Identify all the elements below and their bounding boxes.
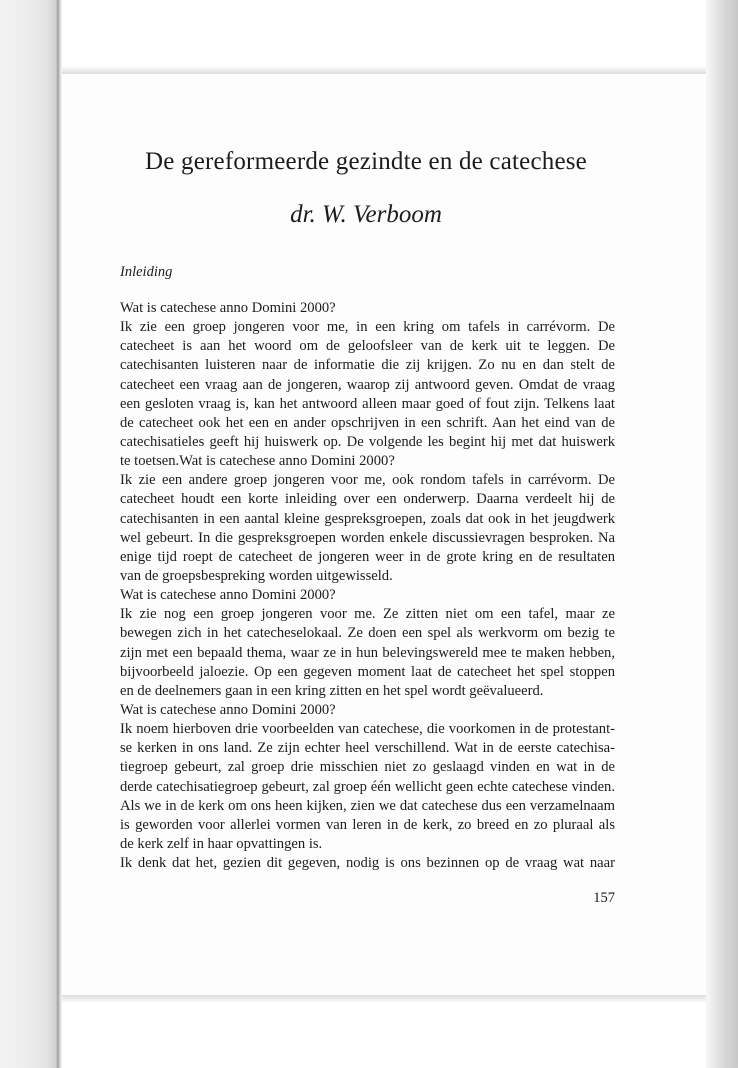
text-line: bijvoorbeeld jaloezie. Op een gegeven moment laat de catecheet het spel stoppen bbox=[120, 663, 615, 680]
page-number: 157 bbox=[593, 890, 615, 906]
text-line: Als we in de kerk om ons heen kijken, zien we dat catechese dus een verzamelnaam bbox=[120, 797, 615, 814]
text-line: Ik zie een groep jongeren voor me, in een kring om tafels in carrévorm. De bbox=[120, 319, 615, 336]
article-title: De gereformeerde gezindte en de catechese bbox=[145, 148, 587, 175]
text-line: se kerken in ons land. Ze zijn echter heel verschillend. Wat in de eerste catechisa- bbox=[120, 740, 615, 757]
text-line: catechisanten in een aantal kleine gespreksgroepen, zoals dat ook in het jeugdwerk bbox=[120, 510, 615, 527]
page-top-shadow bbox=[62, 66, 706, 74]
text-line: bewegen zich in het catecheselokaal. Ze doen een spel als werkvorm om bezig te bbox=[120, 625, 615, 642]
text-line: de kerk zelf in haar opvattingen is. bbox=[120, 835, 323, 852]
section-heading: Inleiding bbox=[120, 264, 173, 280]
text-line: Ik noem hierboven drie voorbeelden van catechese, die voorkomen in de protestant- bbox=[120, 721, 615, 738]
text-line: en de deelnemers gaan in een kring zitten en het spel wordt geëvalueerd. bbox=[120, 682, 544, 699]
text-line: catecheet houdt een korte inleiding over een onderwerp. Daarna verdeelt hij de bbox=[120, 491, 615, 508]
text-line: wel gebeurt. In die gespreksgroepen worden enkele discussievragen besproken. Na bbox=[120, 529, 615, 546]
text-line: Ik zie nog een groep jongeren voor me. Ze zitten niet om een tafel, maar ze bbox=[120, 606, 615, 623]
text-line: van de groepsbespreking worden uitgewisseld. bbox=[120, 567, 393, 584]
text-line: een gesloten vraag is, kan het antwoord alleen maar goed of fout zijn. Telkens laat bbox=[120, 395, 615, 412]
text-line: Wat is catechese anno Domini 2000? bbox=[120, 701, 336, 718]
text-line: Ik denk dat het, gezien dit gegeven, nodig is ons bezinnen op de vraag wat naar bbox=[120, 855, 615, 872]
article-author: dr. W. Verboom bbox=[290, 201, 442, 228]
body-text bbox=[120, 299, 615, 873]
text-line: derde catechisatiegroep gebeurt, zal groep één wellicht geen echte catechese vinden. bbox=[120, 778, 615, 795]
text-line: zijn met een bepaald thema, waar ze in hun belevingswereld mee te maken hebben, bbox=[120, 644, 615, 661]
text-line: te toetsen.Wat is catechese anno Domini 2000? bbox=[120, 453, 395, 470]
text-line: catecheet is aan het woord om de geloofsleer van de kerk uit te leggen. De bbox=[120, 338, 615, 355]
text-line: de catecheet ook het een en ander opschrijven in een schrift. Aan het eind van de bbox=[120, 414, 615, 431]
text-line: Wat is catechese anno Domini 2000? bbox=[120, 300, 336, 316]
text-line: enige tijd roept de catecheet de jongeren weer in de grote kring en de resultaten bbox=[120, 548, 615, 565]
text-line: catechisatieles geeft hij huiswerk op. De volgende les begint hij met dat huiswerk bbox=[120, 433, 615, 450]
book-spine-edge bbox=[0, 0, 62, 1068]
text-line: Ik zie een andere groep jongeren voor me, ook rondom tafels in carrévorm. De bbox=[120, 472, 615, 489]
text-line: catecheet een vraag aan de jongeren, waarop zij antwoord geven. Omdat de vraag bbox=[120, 376, 615, 393]
text-line: Wat is catechese anno Domini 2000? bbox=[120, 587, 336, 604]
page-bottom-shadow bbox=[62, 995, 706, 1003]
page-right-edge bbox=[706, 0, 738, 1068]
text-line: tiegroep gebeurt, zal groep drie misschien niet zo geslaagd vinden en wat in de bbox=[120, 759, 615, 776]
text-line: catechisanten luisteren naar de informatie die zij krijgen. Zo nu en dan stelt de bbox=[120, 357, 615, 374]
text-line: is geworden voor allerlei vormen van leren in de kerk, zo breed en zo pluraal als bbox=[120, 816, 615, 833]
